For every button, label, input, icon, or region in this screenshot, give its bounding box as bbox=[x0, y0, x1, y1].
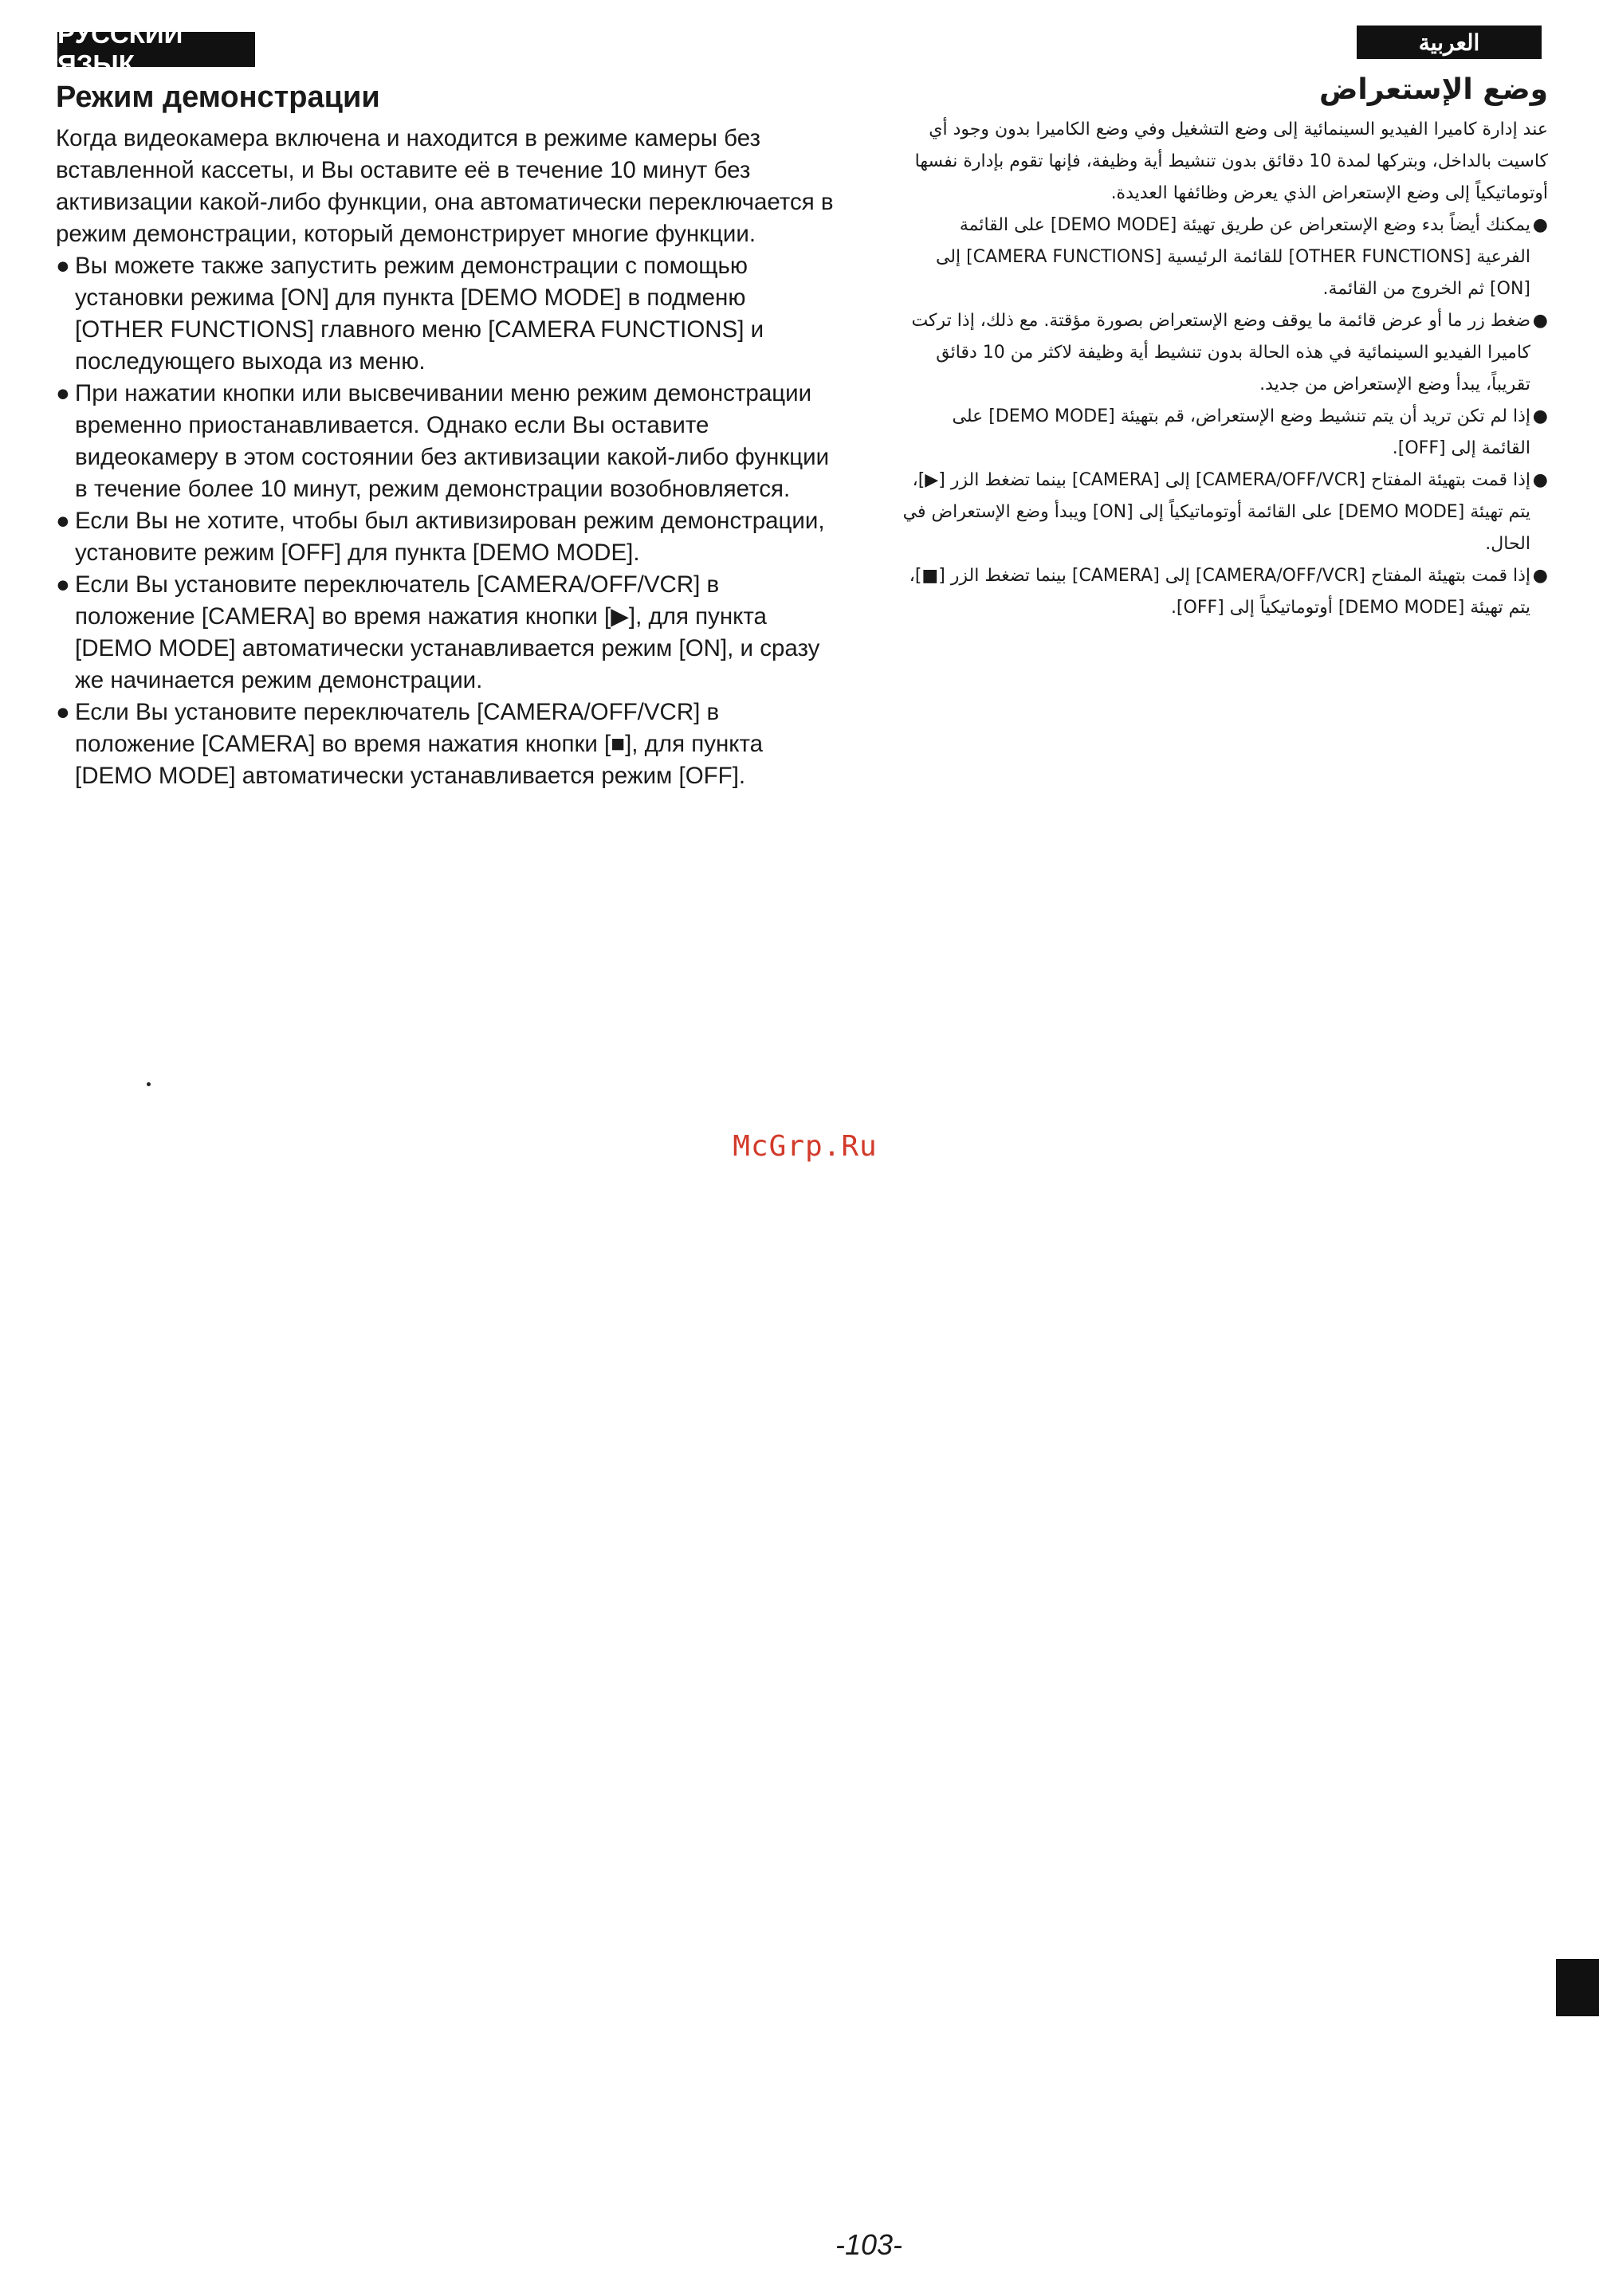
list-item-text: Если Вы установите переключатель [CAMERA/OFF/VCR] в положение [CAMERA] во время нажатия кнопки [▶], для пункта [DEMO MODE] автоматически устанавливается режим [ON], и сразу же начинается режим демонстрации. bbox=[75, 571, 820, 693]
bullet-icon: ● bbox=[1532, 311, 1548, 331]
arabic-section-title: وضع الإستعراض bbox=[1318, 73, 1548, 106]
list-item bbox=[901, 401, 1548, 465]
list-item bbox=[901, 210, 1548, 305]
list-item bbox=[901, 305, 1548, 401]
list-item-text: Если Вы установите переключатель [CAMERA/OFF/VCR] в положение [CAMERA] во время нажатия кнопки [■], для пункта [DEMO MODE] автоматически устанавливается режим [OFF]. bbox=[75, 698, 764, 789]
list-item bbox=[56, 569, 837, 697]
watermark-logo: McGrp.Ru bbox=[733, 1130, 878, 1163]
list-item bbox=[56, 250, 837, 378]
bullet-icon: ● bbox=[56, 571, 70, 598]
list-item-text: يمكنك أيضاً بدء وضع الإستعراض عن طريق تهيئة [DEMO MODE] على القائمة الفرعية [OTHER FUNCTIONS] للقائمة الرئيسية [CAMERA FUNCTIONS] إلى [ON] ثم الخروج من القائمة. bbox=[935, 215, 1530, 299]
page-number: -103- bbox=[835, 2228, 903, 2261]
russian-section-title: Режим демонстрации bbox=[56, 80, 380, 114]
bullet-icon: ● bbox=[1532, 406, 1548, 426]
list-item-text: إذا لم تكن تريد أن يتم تنشيط وضع الإستعراض، قم بتهيئة [DEMO MODE] على القائمة إلى [OFF]. bbox=[952, 406, 1530, 458]
list-item bbox=[56, 505, 837, 569]
arabic-column bbox=[901, 73, 1548, 624]
list-item-text: إذا قمت بتهيئة المفتاح [CAMERA/OFF/VCR] إلى [CAMERA] بينما تضغط الزر [▶]، يتم تهيئة [DEMO MODE] على القائمة أوتوماتيكياً إلى [ON] ويبدأ وضع الإستعراض في الحال. bbox=[902, 470, 1530, 554]
russian-column bbox=[56, 80, 837, 792]
bullet-icon: ● bbox=[56, 252, 70, 279]
arabic-intro-paragraph: عند إدارة كاميرا الفيديو السينمائية إلى وضع التشغيل وفي وضع الكاميرا بدون وجود أي كاسيت بالداخل، وبتركها لمدة 10 دقائق بدون تنشيط أية وظيفة، فإنها تقوم بإدارة نفسها أوتوماتيكياً إلى وضع الإستعراض الذي يعرض وظائفها العديدة. bbox=[914, 120, 1548, 203]
stray-dot-mark bbox=[147, 1082, 151, 1086]
list-item bbox=[901, 465, 1548, 560]
list-item bbox=[56, 378, 837, 505]
arabic-bullet-list bbox=[901, 210, 1548, 624]
russian-bullet-list bbox=[56, 250, 837, 792]
bullet-icon: ● bbox=[56, 507, 70, 534]
bullet-icon: ● bbox=[56, 379, 70, 406]
russian-intro-paragraph: Когда видеокамера включена и находится в режиме камеры без вставленной кассеты, и Вы оставите её в течение 10 минут без активизации какой-либо функции, она автоматически переключается в режим демонстрации, который демонстрирует многие функции. bbox=[56, 124, 834, 247]
list-item-text: Если Вы не хотите, чтобы был активизирован режим демонстрации, установите режим [OFF] для пункта [DEMO MODE]. bbox=[75, 507, 825, 566]
bullet-icon: ● bbox=[56, 698, 70, 725]
list-item-text: إذا قمت بتهيئة المفتاح [CAMERA/OFF/VCR] إلى [CAMERA] بينما تضغط الزر [■]، يتم تهيئة [DEMO MODE] أوتوماتيكياً إلى [OFF]. bbox=[909, 566, 1530, 618]
bullet-icon: ● bbox=[1532, 215, 1548, 235]
list-item bbox=[901, 560, 1548, 624]
bullet-icon: ● bbox=[1532, 566, 1548, 586]
language-tab-arabic: العربية bbox=[1357, 26, 1542, 59]
bullet-icon: ● bbox=[1532, 470, 1548, 490]
list-item bbox=[56, 697, 837, 792]
list-item-text: ضغط زر ما أو عرض قائمة ما يوقف وضع الإستعراض بصورة مؤقتة. مع ذلك، إذا تركت كاميرا الفيديو السينمائية في هذه الحالة بدون تنشيط أية وظيفة لاكثر من 10 دقائق تقريباً، يبدأ وضع الإستعراض من جديد. bbox=[911, 311, 1530, 394]
language-tab-russian: РУССКИЙ ЯЗЫК bbox=[57, 32, 255, 67]
list-item-text: При нажатии кнопки или высвечивании меню режим демонстрации временно приостанавливается. Однако если Вы оставите видеокамеру в этом состоянии без активизации какой-либо функции в течение более 10 минут, режим демонстрации возобновляется. bbox=[75, 379, 830, 502]
side-thumb-tab bbox=[1556, 1959, 1599, 2016]
list-item-text: Вы можете также запустить режим демонстрации с помощью установки режима [ON] для пункта [DEMO MODE] в подменю [OTHER FUNCTIONS] главного меню [CAMERA FUNCTIONS] и последующего выхода из меню. bbox=[75, 252, 764, 375]
